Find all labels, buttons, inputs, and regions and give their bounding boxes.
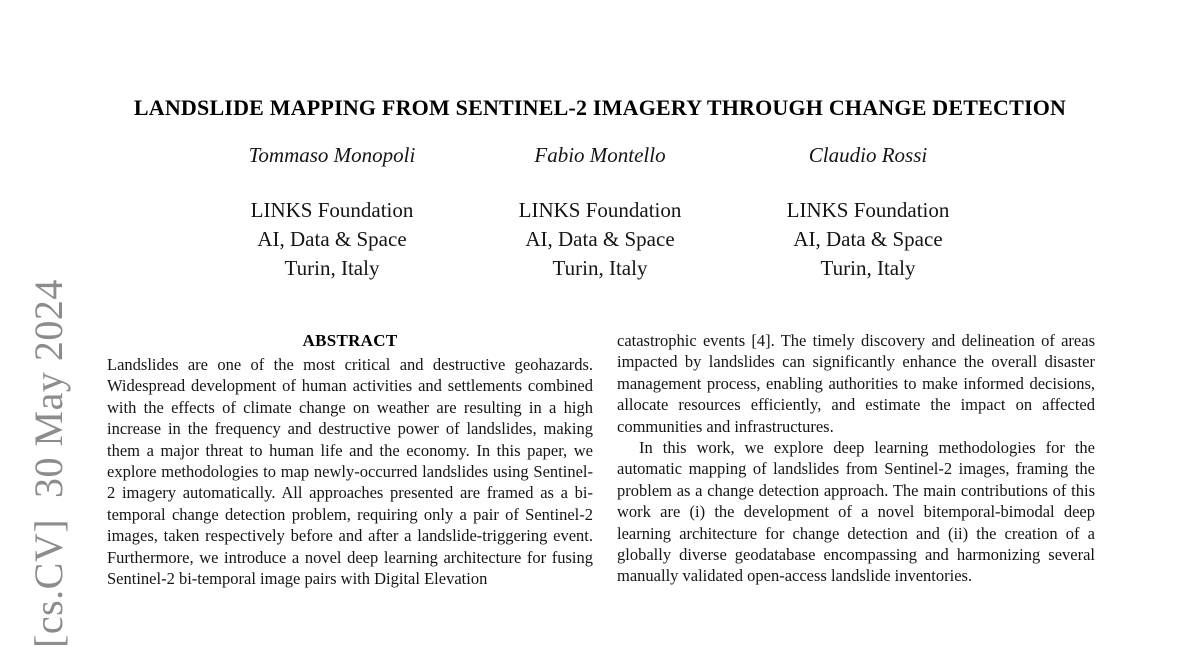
author-block [494,142,706,283]
body-paragraph: catastrophic events [4]. The timely discovery and delineation of areas impacted by landslides can significantly enhance the overall disaster management process, enabling authorities to make informed decisions, allocate resources efficiently, and estimate the impact on affected communities and infrastructures. [617,331,1095,436]
affiliation-line: AI, Data & Space [525,227,675,251]
affiliation-line: AI, Data & Space [257,227,407,251]
affiliation-line: LINKS Foundation [250,198,414,222]
author-name: Claudio Rossi [808,143,928,167]
affiliation-line: Turin, Italy [552,256,648,280]
right-column [617,330,1095,587]
left-column [107,330,593,589]
paper-title: LANDSLIDE MAPPING FROM SENTINEL-2 IMAGERY THROUGH CHANGE DETECTION [133,94,1067,120]
affiliation-line: Turin, Italy [284,256,380,280]
author-block [762,142,974,283]
author-name: Fabio Montello [534,143,666,167]
author-row [0,142,1200,283]
affiliation-line: LINKS Foundation [518,198,682,222]
author-affiliation [226,196,438,283]
author-name: Tommaso Monopoli [248,143,416,167]
abstract-text: Landslides are one of the most critical and destructive geohazards. Widespread development of human activities and settlements combined with the effects of climate change on weather are resulting in a high increase in the frequency and destructive power of landslides, making them a major threat to human life and the economy. In this paper, we explore methodologies to map newly-occurred landslides using Sentinel-2 imagery automatically. All approaches presented are framed as a bi-temporal change detection problem, requiring only a pair of Sentinel-2 images, taken respectively before and after a landslide-triggering event. Furthermore, we introduce a novel deep learning architecture for fusing Sentinel-2 bi-temporal image pairs with Digital Elevation [107,355,593,589]
author-affiliation [494,196,706,283]
abstract-heading: ABSTRACT [302,331,398,350]
body-paragraph: In this work, we explore deep learning methodologies for the automatic mapping of landslides from Sentinel-2 images, framing the problem as a change detection approach. The main contributions of this work are (i) the development of a novel bitemporal-bimodal deep learning architecture for change detection and (ii) the creation of a globally diverse geodatabase encompassing and harmonizing several manually validated open-access landslide inventories. [617,438,1095,586]
affiliation-line: Turin, Italy [820,256,916,280]
author-block [226,142,438,283]
affiliation-line: LINKS Foundation [786,198,950,222]
affiliation-line: AI, Data & Space [793,227,943,251]
arxiv-watermark: [cs.CV] 30 May 2024 [26,279,71,648]
author-affiliation [762,196,974,283]
